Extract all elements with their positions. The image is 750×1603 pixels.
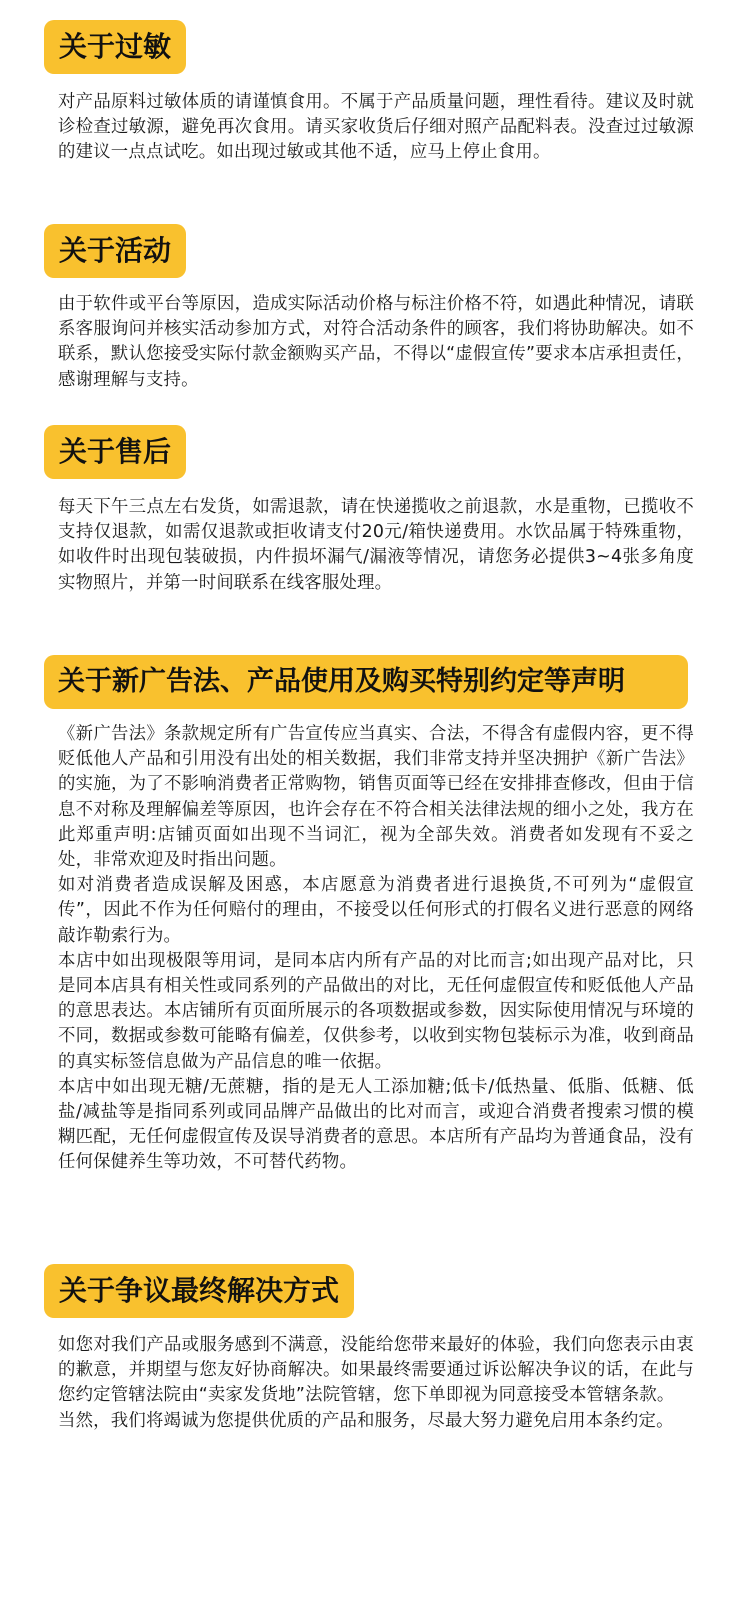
section-body-promotion	[58, 292, 694, 393]
paragraph: 如您对我们产品或服务感到不满意，没能给您带来最好的体验，我们向您表示由衷的歉意，并期望与您友好协商解决。如果最终需要通过诉讼解决争议的话，在此与您约定管辖法院由“卖家发货地”法院管辖，您下单即视为同意接受本管辖条款。	[58, 1335, 694, 1406]
paragraph: 每天下午三点左右发货，如需退款，请在快递揽收之前退款，水是重物，已揽收不支持仅退款，如需仅退款或拒收请支付20元/箱快递费用。水饮品属于特殊重物，如收件时出现包装破损，内件损坏漏气/漏液等情况，请您务必提供3~4张多角度实物照片，并第一时间联系在线客服处理。	[58, 497, 694, 593]
section-title-allergy: 关于过敏	[44, 20, 186, 74]
section-title-after-sales: 关于售后	[44, 425, 186, 479]
section-body-ad-law	[58, 722, 694, 1176]
section-title-promotion: 关于活动	[44, 224, 186, 278]
paragraph: 当然，我们将竭诚为您提供优质的产品和服务，尽最大努力避免启用本条约定。	[58, 1410, 674, 1431]
section-body-after-sales	[58, 495, 694, 596]
section-body-allergy	[58, 90, 694, 166]
paragraph: 《新广告法》条款规定所有广告宣传应当真实、合法，不得含有虚假内容，更不得贬低他人产品和引用没有出处的相关数据，我们非常支持并坚决拥护《新广告法》的实施，为了不影响消费者正常购物，销售页面等已经在安排排查修改，但由于信息不对称及理解偏差等原因，也许会存在不符合相关法律法规的细小之处，我方在此郑重声明:店铺页面如出现不当词汇，视为全部失效。消费者如发现有不妥之处，非常欢迎及时指出问题。	[58, 724, 694, 871]
paragraph: 对产品原料过敏体质的请谨慎食用。不属于产品质量问题，理性看待。建议及时就诊检查过敏源，避免再次食用。请买家收货后仔细对照产品配料表。没查过过敏源的建议一点点试吃。如出现过敏或其他不适，应马上停止食用。	[58, 92, 694, 163]
paragraph: 由于软件或平台等原因，造成实际活动价格与标注价格不符，如遇此种情况，请联系客服询问并核实活动参加方式，对符合活动条件的顾客，我们将协助解决。如不联系，默认您接受实际付款金额购买产品，不得以“虚假宣传”要求本店承担责任，感谢理解与支持。	[58, 294, 694, 390]
section-body-dispute	[58, 1333, 694, 1434]
paragraph: 本店中如出现极限等用词，是同本店内所有产品的对比而言;如出现产品对比，只是同本店具有相关性或同系列的产品做出的对比，无任何虚假宣传和贬低他人产品的意思表达。本店铺所有页面所展示的各项数据或参数，因实际使用情况与环境的不同，数据或参数可能略有偏差，仅供参考，以收到实物包装标示为准，收到商品的真实标签信息做为产品信息的唯一依据。	[58, 950, 694, 1072]
paragraph: 本店中如出现无糖/无蔗糖，指的是无人工添加糖;低卡/低热量、低脂、低糖、低盐/减盐等是指同系列或同品牌产品做出的比对而言，或迎合消费者搜索习惯的模糊匹配，无任何虚假宣传及误导消费者的意思。本店所有产品均为普通食品，没有任何保健养生等功效，不可替代药物。	[58, 1076, 694, 1173]
section-title-dispute: 关于争议最终解决方式	[44, 1264, 354, 1318]
paragraph: 如对消费者造成误解及困惑，本店愿意为消费者进行退换货,不可列为“虚假宣传”，因此不作为任何赔付的理由，不接受以任何形式的打假名义进行恶意的网络敲诈勒索行为。	[58, 875, 694, 946]
section-title-ad-law: 关于新广告法、产品使用及购买特别约定等声明	[44, 655, 688, 709]
